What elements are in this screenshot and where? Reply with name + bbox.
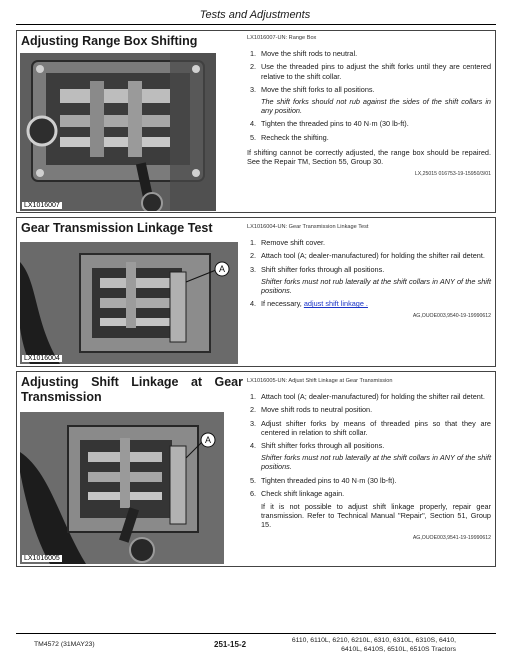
step-item: 4. If necessary, adjust shift linkage . bbox=[250, 299, 368, 309]
figure-ref-id: LX1016004-UN: Gear Transmission Linkage Test bbox=[247, 224, 369, 230]
step-list bbox=[247, 476, 491, 498]
step-item: 3. Shift shifter forks through all positions. bbox=[250, 264, 385, 274]
step-item: 2. Use the threaded pins to adjust the shift forks until they are centered relative to the shift collar. bbox=[250, 62, 491, 81]
photo-label: LX1016005 bbox=[24, 555, 60, 562]
closing-paragraph: If shifting cannot be correctly adjusted, the range box should be repaired. See the Repair TM, Section 55, Group 30. bbox=[247, 147, 491, 167]
adjust-shift-linkage-link[interactable]: adjust shift linkage . bbox=[303, 299, 368, 309]
section-title: Adjusting Shift Linkage at Gear Transmission bbox=[21, 375, 243, 404]
step-note: Shifter forks must not rub laterally at the shift collars in ANY of the shift positions. bbox=[261, 276, 491, 296]
svg-text:A: A bbox=[205, 435, 212, 445]
step-item: 1. Attach tool (A; dealer-manufactured) for holding the shifter rail detent. bbox=[250, 392, 485, 402]
section-body bbox=[247, 34, 491, 179]
step-item: 2. Attach tool (A; dealer-manufactured) for holding the shifter rail detent. bbox=[250, 251, 485, 261]
step-item: 4. Tighten the threaded pins to 40 N·m (30 lb-ft). bbox=[250, 119, 409, 129]
footer-rule bbox=[16, 633, 496, 634]
svg-text:A: A bbox=[219, 264, 226, 274]
section-footer-id: LX,25015 016753-19-15950/3/01 bbox=[414, 171, 491, 178]
section-title: Gear Transmission Linkage Test bbox=[21, 221, 213, 235]
section-footer-id: AG,OUOE003,9541-19-19990612 bbox=[412, 534, 491, 541]
range-box-photo bbox=[20, 53, 216, 211]
step-list bbox=[247, 49, 491, 94]
photo-label: LX1016007 bbox=[24, 202, 60, 209]
step-item: 3. Move the shift forks to all positions. bbox=[250, 84, 375, 94]
page-header-title: Tests and Adjustments bbox=[199, 9, 311, 21]
photo-label: LX1016004 bbox=[24, 355, 60, 362]
step-note: Shifter forks must not rub laterally at the shift collars in ANY of the shift positions. bbox=[261, 453, 491, 472]
step-list bbox=[247, 238, 491, 274]
step-list bbox=[247, 392, 491, 450]
section-footer-id: AG,OUOE003,9540-19-19990612 bbox=[412, 313, 491, 320]
section-title: Adjusting Range Box Shifting bbox=[21, 34, 198, 48]
step-list bbox=[247, 119, 491, 141]
step-item: 6. Check shift linkage again. bbox=[250, 488, 345, 498]
step-item: 1. Move the shift rods to neutral. bbox=[250, 49, 358, 59]
model-list: 6110, 6110L, 6210, 6210L, 6310, 6310L, 6310S, 6410, 6410L, 6410S, 6510L, 6510S Tractors bbox=[291, 637, 456, 653]
step-item: 4. Shift shifter forks through all positions. bbox=[250, 441, 385, 451]
step-list bbox=[247, 299, 491, 308]
linkage-test-photo bbox=[20, 242, 238, 364]
closing-paragraph: If it is not possible to adjust shift linkage properly, repair gear transmission. Refer to Technical Manual "Repair", Section 51, Group 15. bbox=[261, 502, 491, 530]
section-body bbox=[247, 223, 491, 322]
header-rule bbox=[16, 24, 496, 25]
figure-ref-id: LX1016007-UN: Range Box bbox=[247, 35, 317, 41]
step-item: 5. Recheck the shifting. bbox=[250, 132, 329, 142]
step-item: 1. Remove shift cover. bbox=[250, 238, 326, 248]
section-linkage-test bbox=[16, 217, 496, 367]
step-note: The shift forks should not rub against the sides of the shift collars in any position. bbox=[261, 97, 491, 116]
figure-ref-id: LX1016005-UN: Adjust Shift Linkage at Gear Transmission bbox=[247, 378, 393, 384]
step-item: 5. Tighten threaded pins to 40 N·m (30 lb-ft). bbox=[250, 475, 397, 485]
section-body bbox=[247, 377, 491, 543]
step-item: 3. Adjust shifter forks by means of threaded pins so that they are centered in relation to shift collar. bbox=[250, 418, 491, 437]
document-id: TM4572 (31MAY23) bbox=[34, 641, 95, 648]
page-number: 251-15-2 bbox=[214, 640, 247, 649]
adjust-linkage-photo bbox=[20, 412, 224, 564]
step-item: 2. Move shift rods to neutral position. bbox=[250, 405, 373, 415]
section-adjust-linkage bbox=[16, 371, 496, 567]
section-range-box bbox=[16, 30, 496, 213]
